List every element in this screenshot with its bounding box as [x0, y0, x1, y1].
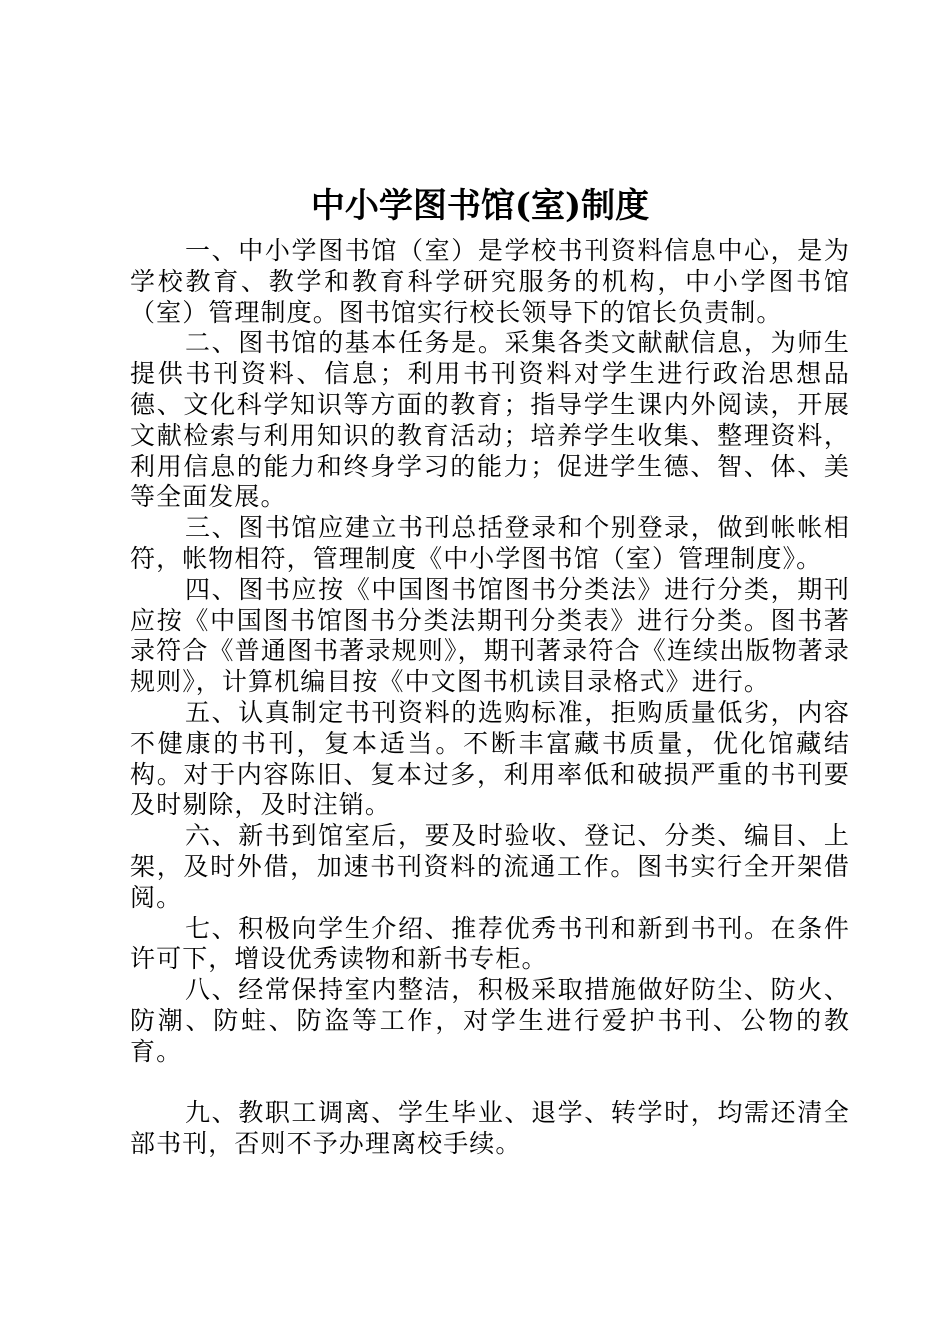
document-title: 中小学图书馆(室)制度: [310, 186, 650, 226]
paragraph-8: 八、经常保持室内整洁，积极采取措施做好防尘、防火、防潮、防蛀、防盗等工作，对学生进行爱护书刊、公物的教育。: [130, 975, 850, 1066]
paragraph-5: 五、认真制定书刊资料的选购标准，拒购质量低劣，内容不健康的书刊，复本适当。不断丰富藏书质量，优化馆藏结构。对于内容陈旧、复本过多，利用率低和破损严重的书刊要及时剔除，及时注销。: [130, 697, 850, 820]
paragraph-2: 二、图书馆的基本任务是。采集各类文献献信息，为师生提供书刊资料、信息；利用书刊资料对学生进行政治思想品德、文化科学知识等方面的教育；指导学生课内外阅读，开展文献检索与利用知识的教育活动；培养学生收集、整理资料，利用信息的能力和终身学习的能力；促进学生德、智、体、美等全面发展。: [130, 328, 850, 512]
paragraph-9: 九、教职工调离、学生毕业、退学、转学时，均需还清全部书刊，否则不予办理离校手续。: [130, 1098, 850, 1159]
paragraph-4: 四、图书应按《中国图书馆图书分类法》进行分类，期刊应按《中国图书馆图书分类法期刊分类表》进行分类。图书著录符合《普通图书著录规则》，期刊著录符合《连续出版物著录规则》，计算机编目按《中文图书机读目录格式》进行。: [130, 574, 850, 697]
paragraph-3: 三、图书馆应建立书刊总括登录和个别登录，做到帐帐相符，帐物相符，管理制度《中小学图书馆（室）管理制度》。: [130, 513, 850, 573]
paragraph-7: 七、积极向学生介绍、推荐优秀书刊和新到书刊。在条件许可下，增设优秀读物和新书专柜。: [130, 913, 850, 974]
paragraph-6: 六、新书到馆室后，要及时验收、登记、分类、编目、上架，及时外借，加速书刊资料的流通工作。图书实行全开架借阅。: [130, 821, 850, 912]
document-body: [130, 236, 850, 1160]
paragraph-1: 一、中小学图书馆（室）是学校书刊资料信息中心，是为学校教育、教学和教育科学研究服务的机构，中小学图书馆（室）管理制度。图书馆实行校长领导下的馆长负责制。: [130, 236, 850, 327]
